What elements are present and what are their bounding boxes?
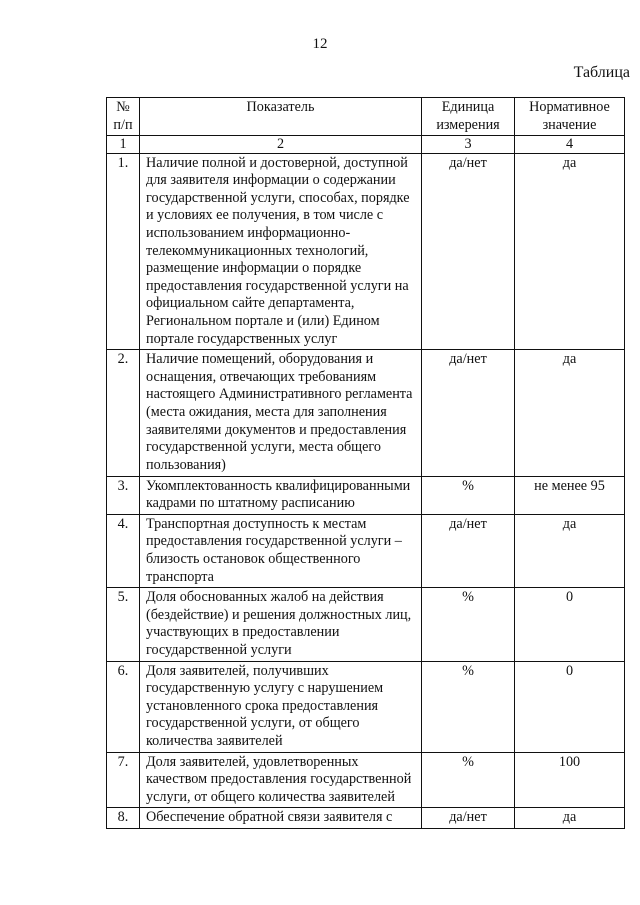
row-number: 6. <box>107 661 140 752</box>
column-number: 4 <box>515 136 625 153</box>
normative-value-cell: не менее 95 <box>515 476 625 514</box>
table-row <box>107 476 625 514</box>
table-row <box>107 588 625 661</box>
table-row <box>107 661 625 752</box>
unit-cell: да/нет <box>422 153 515 350</box>
table-row <box>107 514 625 587</box>
indicator-text: Наличие помещений, оборудования и оснащения, отвечающих требованиям настоящего Административного регламента (места ожидания, места для заполнения заявителями документов и предоставления государственной услуги, места общего пользования) <box>140 350 422 476</box>
normative-value-cell: 0 <box>515 588 625 661</box>
normative-value-cell: да <box>515 153 625 350</box>
row-number: 5. <box>107 588 140 661</box>
table-row <box>107 752 625 808</box>
row-number: 4. <box>107 514 140 587</box>
unit-cell: % <box>422 476 515 514</box>
row-number: 8. <box>107 808 140 829</box>
table-row <box>107 153 625 350</box>
indicator-text: Доля заявителей, получивших государственную услугу с нарушением установленного срока предоставления государственной услуги, от общего количества заявителей <box>140 661 422 752</box>
unit-cell: % <box>422 752 515 808</box>
header-unit: Единица измерения <box>422 98 515 136</box>
normative-value-cell: да <box>515 808 625 829</box>
unit-cell: % <box>422 661 515 752</box>
column-number-row <box>107 136 625 153</box>
row-number: 2. <box>107 350 140 476</box>
indicator-text: Обеспечение обратной связи заявителя с <box>140 808 422 829</box>
indicators-table <box>106 97 625 829</box>
row-number: 1. <box>107 153 140 350</box>
table-row <box>107 350 625 476</box>
normative-value-cell: да <box>515 514 625 587</box>
page-number: 12 <box>312 36 328 52</box>
indicator-text: Транспортная доступность к местам предоставления государственной услуги – близость остановок общественного транспорта <box>140 514 422 587</box>
normative-value-cell: 0 <box>515 661 625 752</box>
column-number: 2 <box>140 136 422 153</box>
header-normative-value: Нормативное значение <box>515 98 625 136</box>
unit-cell: да/нет <box>422 514 515 587</box>
indicator-text: Доля заявителей, удовлетворенных качеством предоставления государственной услуги, от общего количества заявителей <box>140 752 422 808</box>
table-row <box>107 808 625 829</box>
header-number: № п/п <box>107 98 140 136</box>
row-number: 7. <box>107 752 140 808</box>
indicator-text: Укомплектованность квалифицированными кадрами по штатному расписанию <box>140 476 422 514</box>
table-header-row <box>107 98 625 136</box>
normative-value-cell: да <box>515 350 625 476</box>
column-number: 3 <box>422 136 515 153</box>
table-caption: Таблица <box>573 64 630 81</box>
row-number: 3. <box>107 476 140 514</box>
indicator-text: Доля обоснованных жалоб на действия (бездействие) и решения должностных лиц, участвующих в предоставлении государственной услуги <box>140 588 422 661</box>
unit-cell: % <box>422 588 515 661</box>
unit-cell: да/нет <box>422 808 515 829</box>
indicator-text: Наличие полной и достоверной, доступной для заявителя информации о содержании государственной услуги, способах, порядке и условиях ее получения, в том числе с использованием информационно-телекоммуникационных технологий, размещение информации о порядке предоставления государственной услуги на официальном сайте департамента, Региональном портале и (или) Едином портале государственных услуг <box>140 153 422 350</box>
header-indicator: Показатель <box>140 98 422 136</box>
unit-cell: да/нет <box>422 350 515 476</box>
column-number: 1 <box>107 136 140 153</box>
normative-value-cell: 100 <box>515 752 625 808</box>
